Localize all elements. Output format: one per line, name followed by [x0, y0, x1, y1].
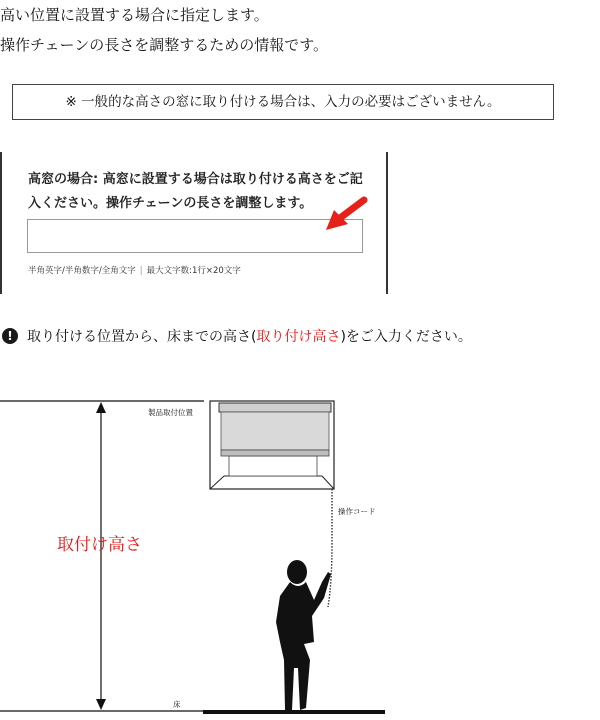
hint-chars: 半角英字/半角数字/全角文字: [28, 266, 136, 276]
label-chain: 操作コード: [338, 507, 376, 516]
height-form: [0, 152, 388, 294]
form-hint: [28, 264, 241, 276]
person-silhouette: [276, 560, 331, 710]
form-label: 高窓の場合: 高窓に設置する場合は取り付ける高さをご記入ください。操作チェーンの長さを調整します。: [28, 172, 363, 211]
instruction-after: )をご入力ください。: [340, 329, 472, 345]
intro-line-1: 高い位置に設置する場合に指定します。: [0, 6, 269, 24]
instruction-highlight: 取り付け高さ: [256, 329, 341, 345]
instruction-before: 取り付ける位置から、床までの高さ(: [27, 329, 257, 345]
chain-cord: [328, 489, 332, 607]
red-arrow-icon: [320, 194, 372, 234]
label-height: 取付け高さ: [57, 535, 142, 555]
hint-max: 最大文字数:1行×20文字: [146, 266, 241, 276]
label-product-position: 製品取付位置: [148, 408, 193, 417]
label-floor: 床: [173, 700, 181, 709]
diagram-drawing: [0, 392, 600, 720]
roller-blind: [219, 403, 331, 456]
arrow-down-icon: [96, 699, 106, 710]
intro-text: [0, 0, 600, 60]
installation-diagram: [0, 392, 600, 720]
notice-box: ※ 一般的な高さの窓に取り付ける場合は、入力の必要はございません。: [12, 84, 554, 120]
arrow-up-icon: [96, 402, 106, 413]
floor-base: [203, 710, 385, 714]
hint-separator: |: [139, 266, 143, 276]
intro-line-2: 操作チェーンの長さを調整するための情報です。: [0, 36, 329, 54]
instruction-line: [2, 324, 472, 348]
height-input[interactable]: [27, 219, 363, 253]
exclamation-icon: !: [2, 328, 18, 344]
